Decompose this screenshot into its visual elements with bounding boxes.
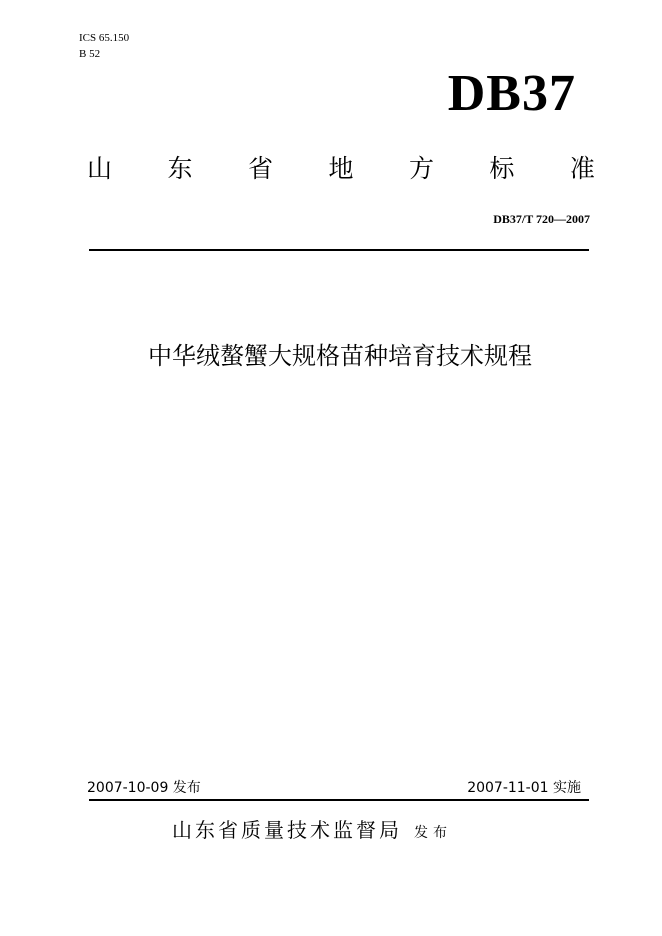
standard-type-char: 方: [408, 154, 434, 183]
ccs-code: B 52: [79, 48, 101, 60]
bottom-divider: [89, 799, 589, 801]
issuer-line: [172, 816, 452, 847]
standard-type-char: 省: [247, 154, 273, 183]
standard-number: DB37/T 720—2007: [493, 212, 590, 226]
issuer-name: 山东省质量技术监督局: [172, 818, 402, 842]
issue-date: 2007-10-09 发布: [87, 780, 201, 796]
classification-block: [79, 30, 129, 62]
standard-type-char: 标: [489, 154, 515, 183]
standard-type-heading: [87, 152, 595, 186]
standard-type-char: 山: [87, 154, 113, 183]
document-title: 中华绒螯蟹大规格苗种培育技术规程: [148, 342, 532, 370]
standard-type-char: 地: [328, 154, 354, 183]
standard-type-char: 东: [167, 154, 193, 183]
top-divider: [89, 249, 589, 251]
standard-code-logo: DB37: [447, 65, 576, 122]
ics-code: ICS 65.150: [79, 32, 130, 44]
implementation-date: 2007-11-01 实施: [467, 780, 581, 796]
standard-type-char: 准: [569, 154, 595, 183]
issuer-verb: 发布: [414, 825, 452, 841]
